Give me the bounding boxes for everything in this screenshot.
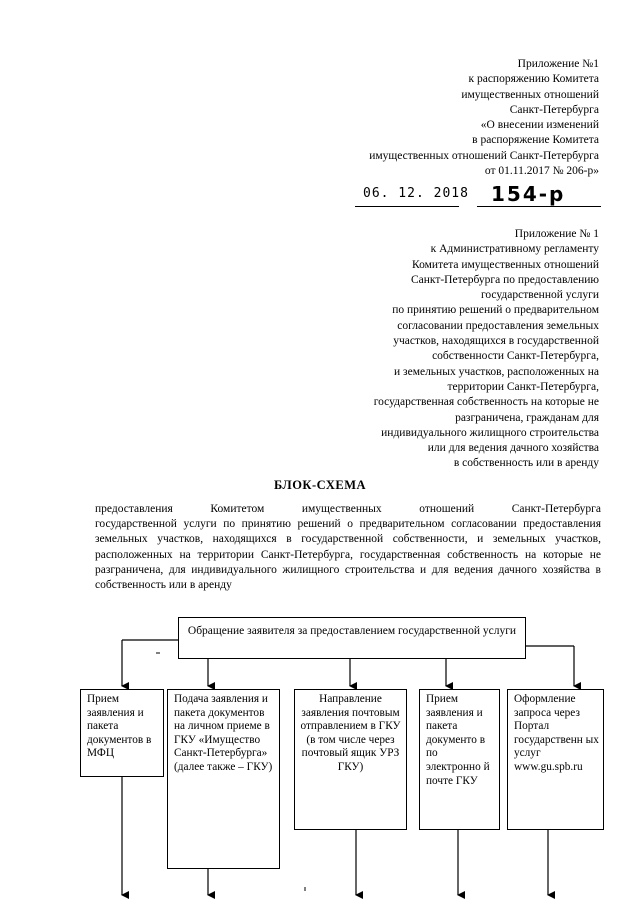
regulation-line: собственности Санкт-Петербурга, [432, 350, 599, 363]
appendix-header-line: имущественных отношений Санкт-Петербурга [369, 149, 599, 162]
regulation-line: в собственность или в аренду [453, 457, 599, 470]
description-body: государственной услуги по принятию решений о предварительном согласовании предоставления земельных участков, находящихся в государственной собственности, и земельных участков, расположенных на территории Санкт-Петербурга, государственная собственность на которые не разграничена, для индивидуального жилищного строительства и для ведения дачного хозяйства в собственность или в аренду [95, 518, 601, 592]
appendix-header-line: Приложение №1 [517, 58, 599, 70]
regulation-line: к Административному регламенту [430, 243, 599, 256]
regulation-line: государственная собственность на которые не [373, 396, 599, 409]
regulation-line: индивидуального жилищного строительства [381, 426, 599, 439]
regulation-line: по принятию решений о предварительном [392, 304, 599, 317]
document-title: БЛОК-СХЕМА [273, 478, 367, 492]
mfc-reception-box: Прием заявления и пакета документов в МФЦ [80, 689, 164, 777]
email-submission-box: Прием заявления и пакета документо в по электронно й почте ГКУ [419, 689, 500, 830]
regulation-line: Комитета имущественных отношений [412, 258, 599, 271]
regulation-line: Приложение № 1 [514, 228, 599, 240]
regulation-line: государственной услуги [480, 289, 599, 302]
portal-request-box: Оформление запроса через Портал государственн ых услуг www.gu.spb.ru [507, 689, 604, 830]
regulation-line: или для ведения дачного хозяйства [427, 442, 599, 455]
applicant-request-box: Обращение заявителя за предоставлением государственной услуги [178, 617, 526, 659]
appendix-header-line: от 01.11.2017 № 206-р» [484, 165, 599, 178]
personal-submission-box: Подача заявления и пакета документов на личном приеме в ГКУ «Имущество Санкт-Петербурга» (далее также – ГКУ) [167, 689, 280, 869]
appendix-header-line: имущественных отношений [461, 88, 599, 101]
appendix-header-line: Санкт-Петербурга [509, 103, 599, 116]
regulation-line: согласовании предоставления земельных [397, 319, 599, 332]
regulation-line: участков, находящихся в государственной [393, 335, 599, 348]
regulation-line: Санкт-Петербурга по предоставлению [410, 273, 599, 286]
description-first-line: предоставления Комитетом имущественных отношений Санкт-Петербурга [95, 503, 601, 515]
appendix-header-line: к распоряжению Комитета [468, 73, 599, 86]
appendix-header-line: в распоряжение Комитета [472, 134, 599, 147]
postal-submission-box: Направление заявления почтовым отправлением в ГКУ (в том числе через почтовый ящик УРЗ ГКУ) [294, 689, 407, 830]
regulation-line: территории Санкт-Петербурга, [447, 380, 599, 393]
regulation-line: и земельных участков, расположенных на [394, 365, 599, 378]
order-date: 06. 12. 2018 [363, 186, 469, 201]
order-number: 154-р [491, 182, 566, 206]
regulation-line: разграничена, гражданам для [455, 411, 599, 424]
appendix-header-line: «О внесении изменений [480, 119, 599, 132]
